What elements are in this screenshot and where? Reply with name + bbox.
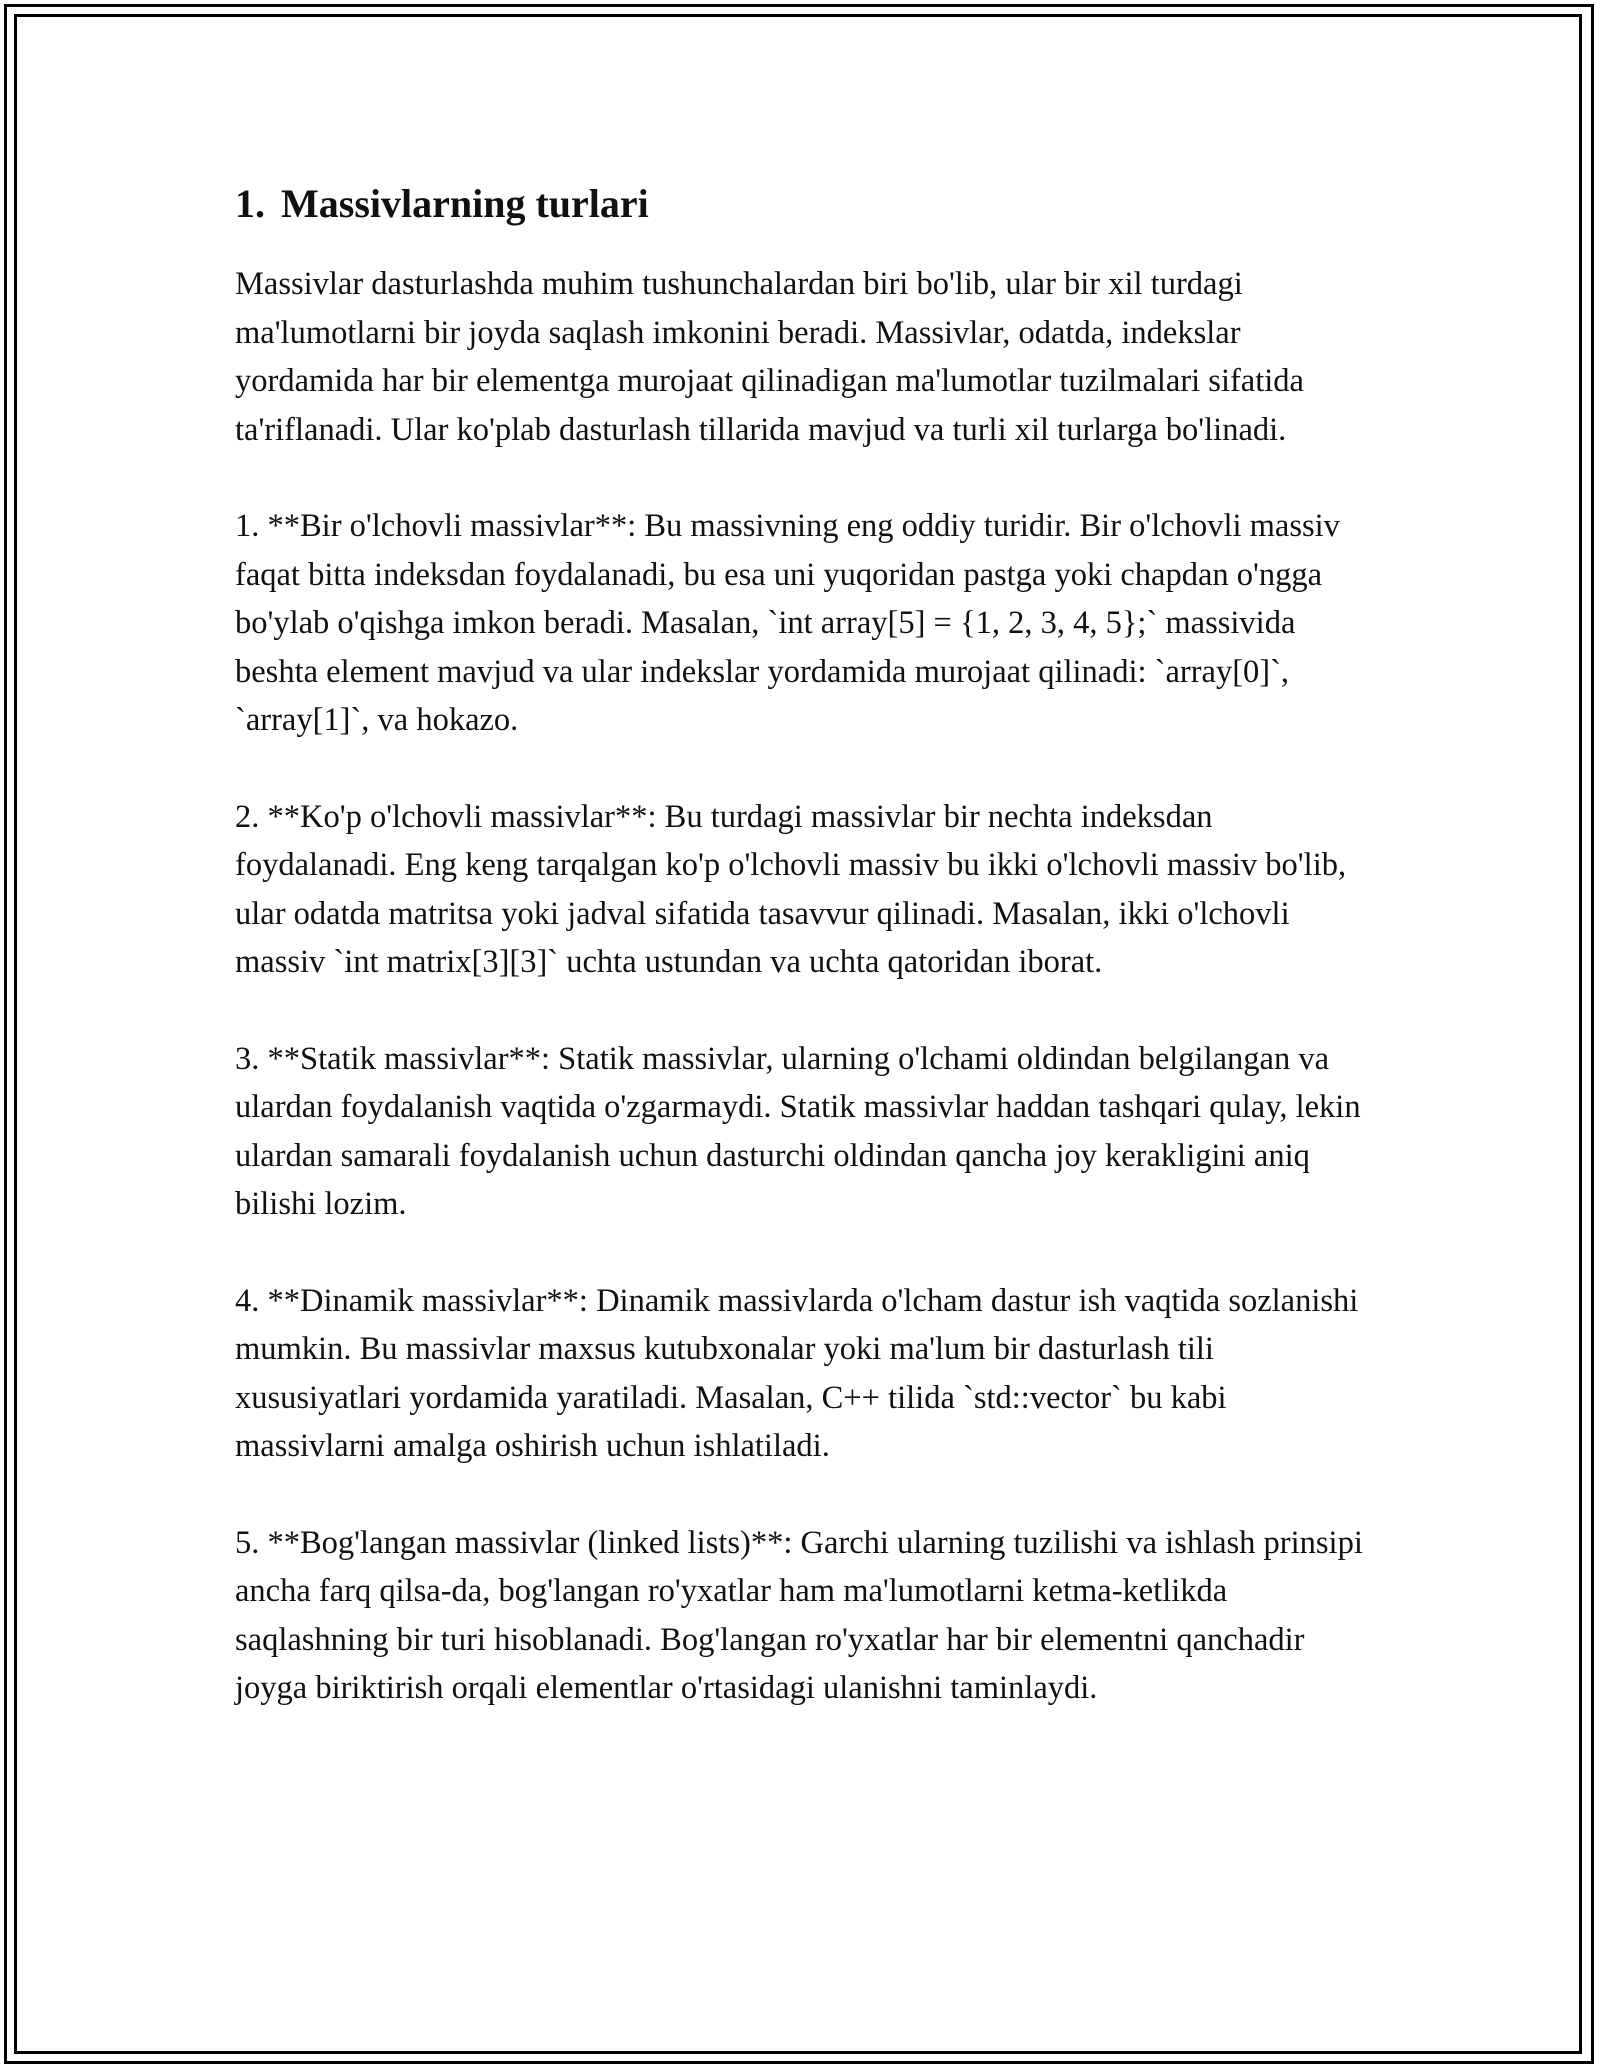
document-body	[235, 180, 1370, 1761]
paragraph-dynamic: 4. **Dinamik massivlar**: Dinamik massivlarda o'lcham dastur ish vaqtida sozlanishi mumkin. Bu massivlar maxsus kutubxonalar yoki ma'lum bir dasturlash tili xususiyatlari yordamida yaratiladi. Masalan, C++ tilida `std::vector` bu kabi massivlarni amalga oshirish uchun ishlatiladi.	[235, 1282, 1359, 1464]
paragraph-linked-lists: 5. **Bog'langan massivlar (linked lists)**: Garchi ularning tuzilishi va ishlash prinsipi ancha farq qilsa-da, bog'langan ro'yxatlar ham ma'lumotlarni ketma-ketlikda saqlashning bir turi hisoblanadi. Bog'langan ro'yxatlar har bir elementni qanchadir joyga biriktirish orqali elementlar o'rtasidagi ulanishni taminlaydi.	[235, 1524, 1363, 1706]
section-number: 1.	[235, 181, 265, 226]
section-heading	[235, 180, 1370, 228]
paragraph-multi-dimensional: 2. **Ko'p o'lchovli massivlar**: Bu turdagi massivlar bir nechta indeksdan foydalanadi. Eng keng tarqalgan ko'p o'lchovli massiv bu ikki o'lchovli massiv bo'lib, ular odatda matritsa yoki jadval sifatida tasavvur qilinadi. Masalan, ikki o'lchovli massiv `int matrix[3][3]` uchta ustundan va uchta qatoridan iborat.	[235, 798, 1347, 980]
paragraph-one-dimensional: 1. **Bir o'lchovli massivlar**: Bu massivning eng oddiy turidir. Bir o'lchovli massiv faqat bitta indeksdan foydalanadi, bu esa uni yuqoridan pastga yoki chapdan o'ngga bo'ylab o'qishga imkon beradi. Masalan, `int array[5] = {1, 2, 3, 4, 5};` massivida beshta element mavjud va ular indekslar yordamida murojaat qilinadi: `array[0]`, `array[1]`, va hokazo.	[235, 508, 1340, 738]
paragraph-static: 3. **Statik massivlar**: Statik massivlar, ularning o'lchami oldindan belgilangan va ulardan foydalanish vaqtida o'zgarmaydi. Statik massivlar haddan tashqari qulay, lekin ulardan samarali foydalanish uchun dasturchi oldindan qancha joy kerakligini aniq bilishi lozim.	[235, 1040, 1361, 1222]
section-title: Massivlarning turlari	[281, 181, 649, 226]
intro-paragraph: Massivlar dasturlashda muhim tushunchalardan biri bo'lib, ular bir xil turdagi ma'lumotlarni bir joyda saqlash imkonini beradi. Massivlar, odatda, indekslar yordamida har bir elementga murojaat qilinadigan ma'lumotlar tuzilmalari sifatida ta'riflanadi. Ular ko'plab dasturlash tillarida mavjud va turli xil turlarga bo'linadi.	[235, 266, 1304, 448]
